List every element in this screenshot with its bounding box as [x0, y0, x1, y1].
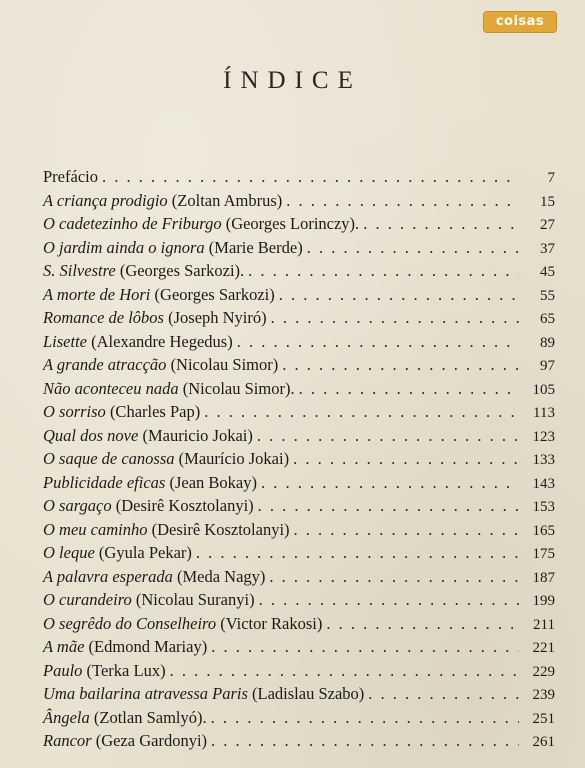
- toc-entry: [43, 377, 555, 401]
- toc-entry: [43, 330, 555, 354]
- page-number: 143: [532, 475, 555, 492]
- dot-leader: [204, 400, 519, 424]
- story-author: (Victor Rakosi): [216, 613, 323, 633]
- toc-entry: [43, 283, 555, 307]
- story-author: (Geza Gardonyi): [91, 731, 208, 750]
- dot-leader: [286, 189, 519, 213]
- toc-entry: [43, 635, 555, 659]
- toc-entry: [43, 682, 555, 706]
- toc-entry: [43, 565, 555, 589]
- toc-entry-text: [43, 377, 295, 401]
- story-title: O segrêdo do Conselheiro: [43, 613, 217, 633]
- page-number: 221: [532, 640, 555, 656]
- toc-entry: [43, 165, 555, 189]
- story-author: (Gyula Pekar): [94, 543, 192, 562]
- page-title: ÍNDICE: [223, 66, 362, 94]
- story-author: (Nicolau Simor).: [178, 378, 295, 398]
- story-author: (Desirê Kosztolanyi): [111, 496, 254, 515]
- dot-leader: [293, 447, 519, 471]
- page-number: 27: [540, 217, 555, 233]
- toc-entry: [43, 189, 555, 213]
- page-number: 7: [547, 170, 555, 186]
- story-title: A morte de Hori: [43, 284, 151, 304]
- page-number: 15: [540, 193, 555, 210]
- toc-entry-text: [43, 635, 207, 659]
- toc-entry-text: [43, 541, 192, 565]
- toc-entry-text: [43, 189, 282, 213]
- story-author: (Meda Nagy): [172, 566, 266, 586]
- page-number: 199: [532, 593, 555, 609]
- toc-entry-text: [43, 682, 364, 706]
- toc-entry: [43, 612, 555, 636]
- dot-leader: [307, 236, 519, 260]
- dot-leader: [196, 541, 519, 565]
- page-number: 97: [540, 358, 555, 374]
- dot-leader: [257, 424, 519, 448]
- dot-leader: [211, 706, 519, 730]
- story-author: (Ladislau Szabo): [247, 684, 365, 703]
- dot-leader: [102, 165, 519, 189]
- toc-entry-text: [43, 306, 267, 330]
- story-title: O leque: [43, 543, 95, 562]
- story-title: O meu caminho: [43, 519, 148, 539]
- story-title: O curandeiro: [43, 590, 132, 609]
- story-author: (Nicolau Suranyi): [131, 590, 255, 609]
- story-title: O sargaço: [43, 496, 112, 515]
- toc-entry: [43, 588, 555, 612]
- page-number: 211: [533, 616, 555, 633]
- page-number: 65: [540, 311, 555, 327]
- toc-entry: [43, 306, 555, 330]
- story-title: O sorriso: [43, 402, 106, 421]
- page-number: 239: [532, 687, 555, 703]
- story-author: (Jean Bokay): [165, 472, 257, 492]
- story-title: Paulo: [43, 660, 83, 680]
- toc-entry: [43, 259, 555, 283]
- toc-entry-text: [43, 588, 255, 612]
- page-number: 113: [533, 405, 555, 421]
- toc-entry-text: [43, 659, 166, 683]
- story-title: A palavra esperada: [43, 566, 173, 586]
- page-number: 45: [540, 264, 555, 280]
- toc-entry: [43, 518, 555, 542]
- story-title: O saque de canossa: [43, 449, 175, 468]
- toc-entry-text: [43, 236, 303, 260]
- toc-entry: [43, 236, 555, 260]
- page-number: 123: [532, 428, 555, 445]
- page-number: 261: [532, 734, 555, 750]
- story-author: (Terka Lux): [82, 660, 166, 680]
- toc-entry-text: [43, 353, 278, 377]
- toc-entry: [43, 494, 555, 518]
- page-number: 165: [532, 522, 555, 539]
- story-author: (Zoltan Ambrus): [167, 190, 283, 210]
- page-number: 229: [532, 663, 555, 680]
- story-author: Prefácio: [43, 167, 98, 186]
- toc-entry: [43, 400, 555, 424]
- toc-entry: [43, 212, 555, 236]
- story-title: S. Silvestre: [43, 261, 116, 280]
- toc-entry-text: [43, 400, 200, 424]
- toc-entry-text: [43, 212, 359, 236]
- table-of-contents: [43, 165, 555, 753]
- dot-leader: [326, 612, 519, 636]
- story-title: Romance de lôbos: [43, 308, 164, 327]
- story-title: A grande atracção: [43, 355, 167, 374]
- toc-entry-text: [43, 494, 254, 518]
- story-title: Não aconteceu nada: [43, 378, 179, 398]
- toc-entry: [43, 659, 555, 683]
- story-author: (Maurício Jokai): [174, 449, 290, 468]
- page-number: 55: [540, 287, 555, 304]
- toc-entry-text: [43, 424, 253, 448]
- story-author: (Joseph Nyiró): [163, 308, 267, 327]
- dot-leader: [269, 565, 519, 589]
- story-title: Publicidade eficas: [43, 472, 166, 492]
- toc-entry: [43, 471, 555, 495]
- toc-entry: [43, 424, 555, 448]
- toc-entry-text: [43, 518, 290, 542]
- story-title: A criança prodigio: [43, 190, 168, 210]
- dot-leader: [363, 212, 519, 236]
- toc-entry: [43, 729, 555, 753]
- toc-entry-text: [43, 283, 275, 307]
- story-author: (Desirê Kosztolanyi): [147, 519, 290, 539]
- toc-entry-text: [43, 706, 207, 730]
- story-title: Ângela: [43, 707, 90, 727]
- dot-leader: [368, 682, 519, 706]
- toc-entry: [43, 541, 555, 565]
- story-author: (Georges Sarkozi).: [115, 261, 245, 280]
- story-author: (Georges Sarkozi): [150, 284, 275, 304]
- page-number: 105: [532, 381, 555, 398]
- toc-entry: [43, 447, 555, 471]
- page-number: 251: [532, 710, 555, 727]
- toc-entry-text: [43, 565, 265, 589]
- page-number: 133: [532, 452, 555, 468]
- dot-leader: [294, 518, 519, 542]
- toc-entry-text: [43, 259, 244, 283]
- toc-entry: [43, 353, 555, 377]
- story-author: (Mauricio Jokai): [138, 425, 253, 445]
- toc-entry-text: [43, 471, 257, 495]
- dot-leader: [282, 353, 519, 377]
- story-author: (Marie Berde): [204, 237, 303, 257]
- story-author: (Georges Lorinczy).: [221, 214, 360, 233]
- story-author: (Alexandre Hegedus): [87, 331, 233, 351]
- story-title: O jardim ainda o ignora: [43, 237, 205, 257]
- story-author: (Charles Pap): [105, 402, 201, 421]
- story-title: Qual dos nove: [43, 425, 139, 445]
- toc-entry-text: [43, 729, 207, 753]
- story-title: Lisette: [43, 331, 87, 351]
- story-author: (Zotlan Samlyó).: [89, 707, 207, 727]
- story-title: Rancor: [43, 731, 92, 750]
- dot-leader: [279, 283, 519, 307]
- page-number: 37: [540, 240, 555, 257]
- toc-entry: [43, 706, 555, 730]
- toc-entry-text: [43, 330, 233, 354]
- dot-leader: [261, 471, 519, 495]
- page-number: 187: [532, 569, 555, 586]
- page-number: 153: [532, 499, 555, 515]
- dot-leader: [237, 330, 519, 354]
- dot-leader: [259, 588, 519, 612]
- story-author: (Nicolau Simor): [166, 355, 279, 374]
- story-title: A mãe: [43, 637, 85, 656]
- page-number: 175: [532, 546, 555, 562]
- story-author: (Edmond Mariay): [84, 637, 208, 656]
- watermark-logo: coisas: [483, 11, 557, 33]
- page-number: 89: [540, 334, 555, 351]
- story-title: O cadetezinho de Friburgo: [43, 214, 222, 233]
- toc-entry-text: [43, 612, 322, 636]
- dot-leader: [258, 494, 519, 518]
- toc-entry-text: [43, 165, 98, 189]
- toc-entry-text: [43, 447, 289, 471]
- dot-leader: [299, 377, 519, 401]
- dot-leader: [248, 259, 519, 283]
- story-title: Uma bailarina atravessa Paris: [43, 684, 248, 703]
- dot-leader: [170, 659, 519, 683]
- dot-leader: [271, 306, 519, 330]
- dot-leader: [211, 729, 519, 753]
- dot-leader: [211, 635, 519, 659]
